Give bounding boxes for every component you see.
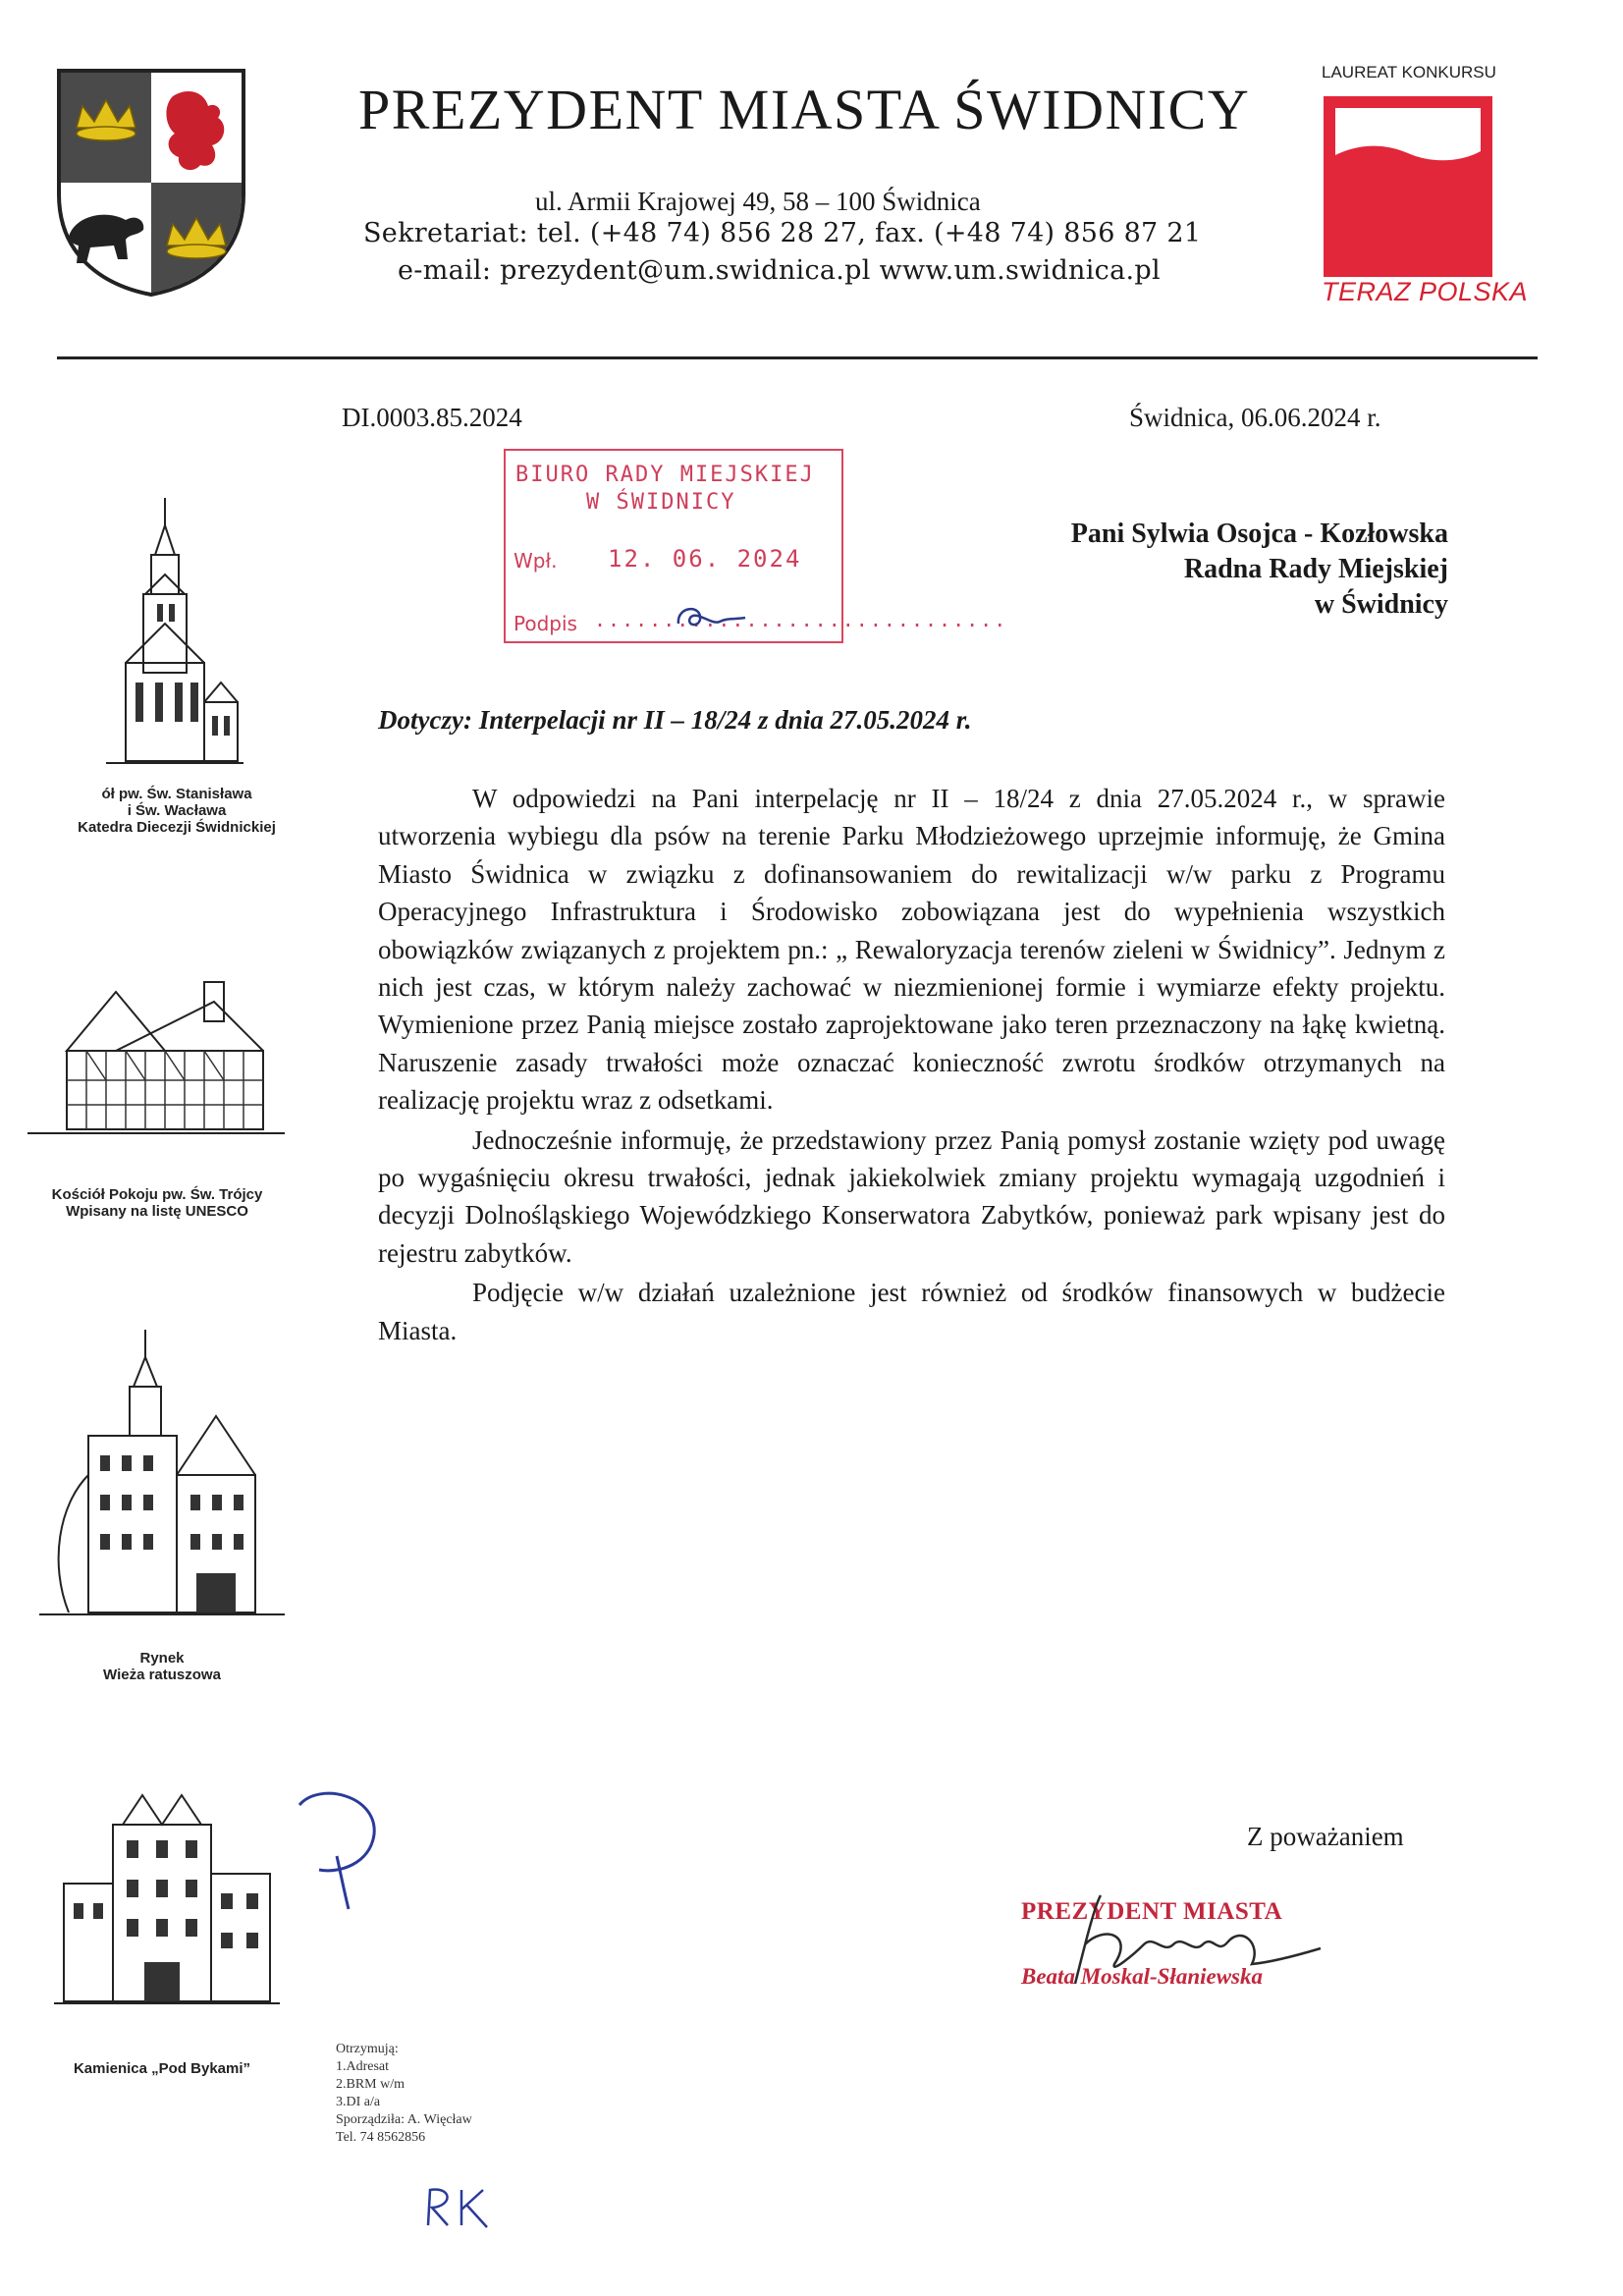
address-line: ul. Armii Krajowej 49, 58 – 100 Świdnica [535,187,981,216]
badge-top-label: LAUREAT KONKURSU [1322,63,1496,82]
header-divider [57,356,1538,359]
caption-line: Wpisany na listę UNESCO [66,1203,248,1220]
contact-line: e-mail: prezydent@um.swidnica.pl www.um.swidnica.pl [398,255,1161,286]
recipient-item: 2.BRM w/m [336,2077,406,2092]
addressee-place: w Świdnicy [1314,589,1448,620]
letter-subject: Dotyczy: Interpelacji nr II – 18/24 z dnia 27.05.2024 r. [378,705,972,735]
addressee-name: Pani Sylwia Osojca - Kozłowska [1070,519,1448,549]
signature-title: PREZYDENT MIASTA [1021,1898,1283,1925]
closing-phrase: Z poważaniem [1247,1822,1404,1851]
caption-line: Kościół Pokoju pw. Św. Trójcy [51,1186,263,1203]
body-paragraph: Podjęcie w/w działań uzależnione jest również od środków finansowych w budżecie Miasta. [378,1278,1445,1345]
stamp-line1: BIURO RADY MIEJSKIEJ [515,463,815,487]
body-paragraph: Jednocześnie informuję, że przedstawiony przez Panią pomysł zostanie wzięty pod uwagę po wygaśnięciu okresu trwałości, jednak jakiekolwiek zmiany projektu wymagają uzgodnień i decyzji Dolnośląskiego Wojewódzkiego Konserwatora Zabytków, ponieważ park wpisany jest do rejestru zabytków. [378,1124,1445,1268]
stamp-received-date: 12. 06. 2024 [608,545,802,573]
town-hall-tower-illustration-icon [39,1328,285,1622]
stamp-initial-icon [673,596,751,635]
reference-number: DI.0003.85.2024 [342,403,522,432]
addressee-role: Radna Rady Miejskiej [1183,554,1448,584]
caption-line: ół pw. Św. Stanisława [101,786,252,802]
coat-of-arms-icon [55,67,247,299]
stamp-line2: W ŚWIDNICY [586,490,736,515]
recipient-item: 3.DI a/a [336,2095,381,2109]
body-paragraph: W odpowiedzi na Pani interpelację nr II – 18/24 z dnia 27.05.2024 r., w sprawie utworzenia wybiegu dla psów na terenie Parku Młodzieżowego uprzejmie informuję, że Gmina Miasto Świdnica w związku z dofinansowaniem do rewitalizacji w/w parku z Programu Operacyjnego Infrastruktura i Środowisko zobowiązana jest do wypełnienia wszystkich obowiązków związanych z projektem pn.: „ Rewaloryzacja terenów zieleni w Świdnicy”. Jednym z nich jest czas, w którym należy zachować w niezmienionej formie i wymiarze efekty projektu. Wymienione przez Panią miejsce zostało zaprojektowane jako teren przeznaczony na łąkę kwietną. Naruszenie zasady trwałości może oznaczać konieczność zwrotu środków otrzymanych na realizację projektu wraz z odsetkami. [378,784,1445,1116]
pod-bykami-illustration-icon [54,1785,280,2009]
letter-date: Świdnica, 06.06.2024 r. [1129,403,1381,432]
caption-line: Wieża ratuszowa [103,1667,221,1683]
phone-line: Sekretariat: tel. (+48 74) 856 28 27, fax. (+48 74) 856 87 21 [363,218,1202,248]
addressee-block [1071,517,1448,623]
stamp-signature-label: Podpis [514,612,577,635]
recipients-block [336,2041,472,2147]
caption-line: Katedra Diecezji Świdnickiej [78,819,276,836]
letter-body [378,780,1445,1349]
signature-icon [1016,1886,1330,1994]
stamp-received-label: Wpł. [514,549,558,573]
recipients-heading: Otrzymują: [336,2042,399,2056]
cathedral-illustration-icon [106,496,243,781]
recipient-item: 1.Adresat [336,2059,390,2074]
handwritten-mark-icon [280,1785,398,1913]
contact-phone: Tel. 74 8562856 [336,2130,426,2145]
caption-line: Kamienica „Pod Bykami” [73,2060,251,2077]
teraz-polska-flag-icon [1322,94,1494,279]
stamp-dotted-line: .............................. [594,608,1008,631]
caption-line: i Św. Wacława [127,802,227,819]
caption-pod-bykami [39,2060,285,2077]
caption-town-hall [39,1650,285,1683]
badge-bottom-label: TERAZ POLSKA [1322,277,1529,306]
caption-church-of-peace [29,1186,285,1220]
signature-name: Beata Moskal-Słaniewska [1021,1964,1264,1989]
caption-line: Rynek [139,1650,185,1667]
caption-cathedral [49,786,304,836]
page-title: PREZYDENT MIASTA ŚWIDNICY [358,78,1251,141]
church-of-peace-illustration-icon [27,972,285,1149]
handwritten-initials-icon [422,2182,511,2231]
received-stamp [504,449,1008,643]
prepared-by: Sporządziła: A. Więcław [336,2112,472,2127]
